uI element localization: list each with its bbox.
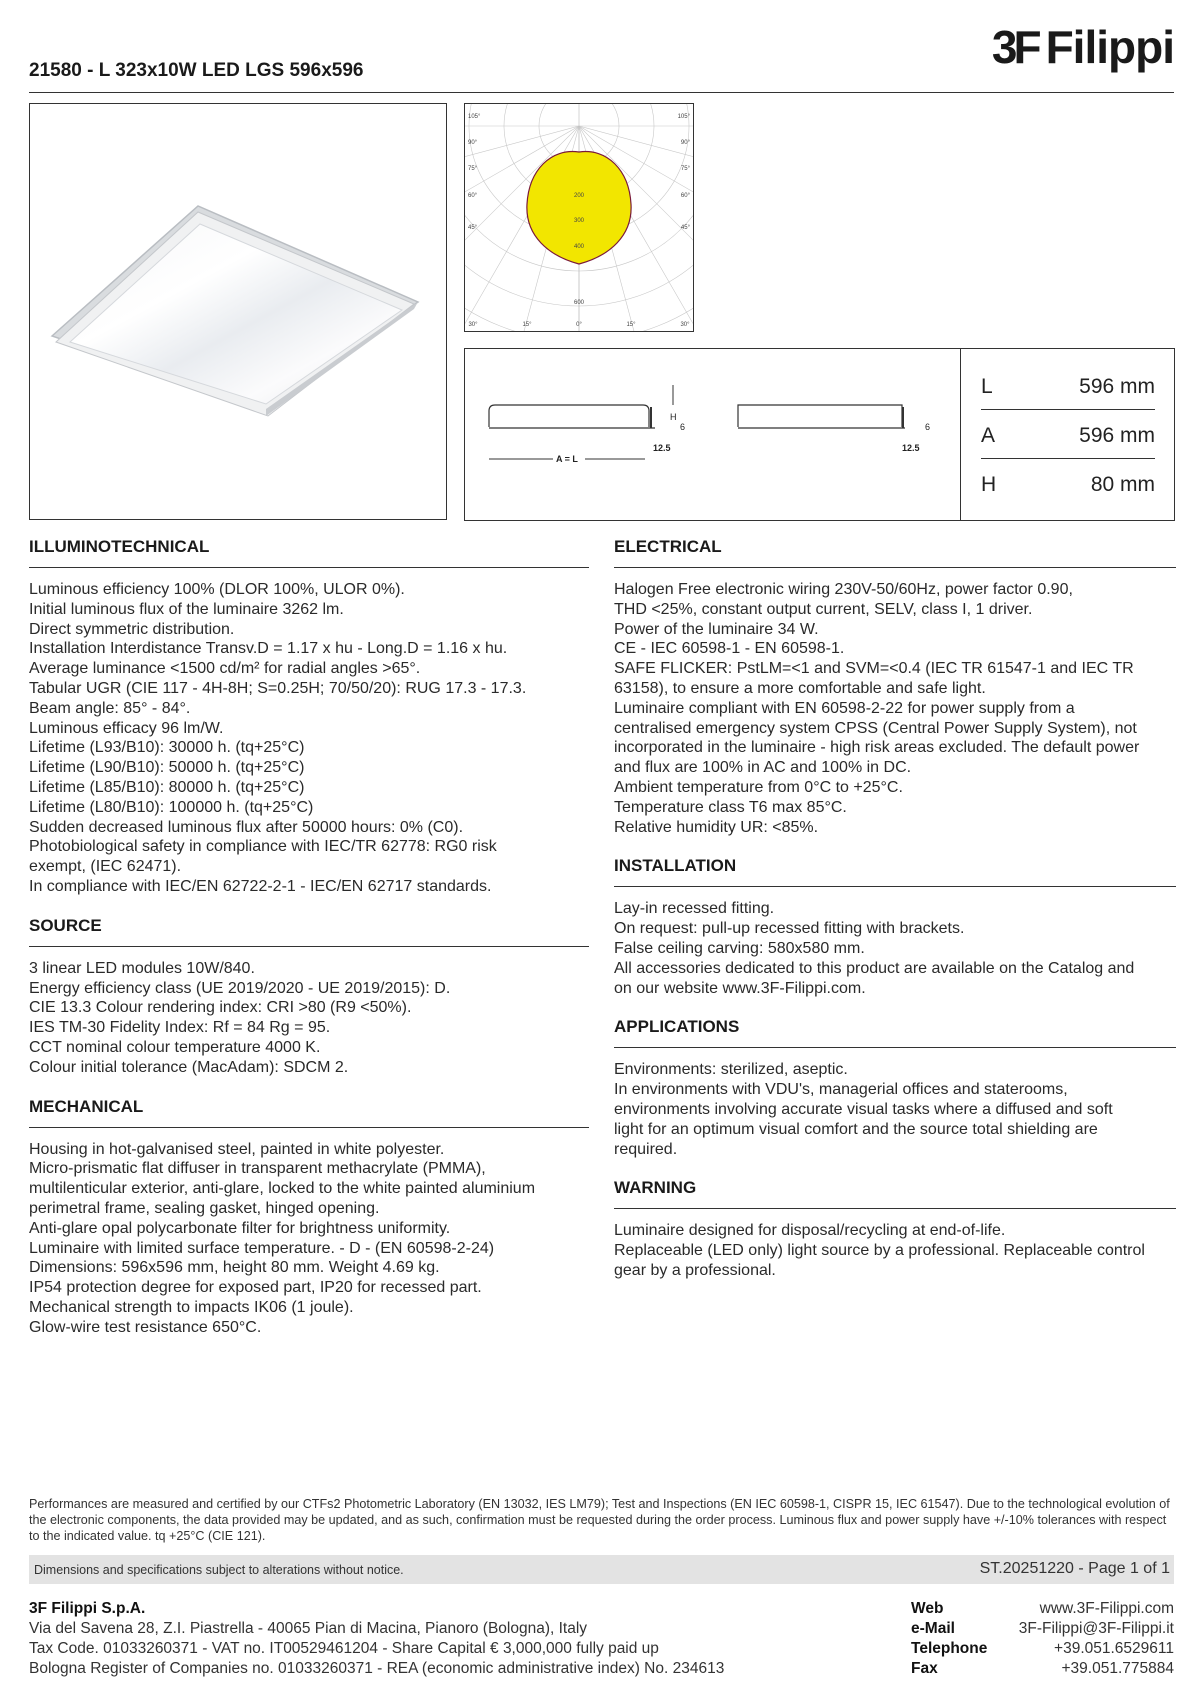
text-line: CIE 13.3 Colour rendering index: CRI >80 (R9 <50%). — [29, 999, 412, 1017]
text-line: Luminaire compliant with EN 60598-2-22 for power supply from a — [614, 699, 1075, 717]
contact-fax-value: +39.051.775884 — [1061, 1660, 1174, 1677]
text-line: In environments with VDU's, managerial offices and staterooms, — [614, 1081, 1068, 1099]
polar-angle-label-bottom: 15° — [626, 322, 636, 328]
text-line: multilenticular exterior, anti-glare, locked to the white painted aluminium — [29, 1180, 536, 1198]
text-line: Initial luminous flux of the luminaire 3262 lm. — [29, 600, 344, 618]
text-line: required. — [614, 1140, 678, 1158]
contact-list — [911, 1599, 1174, 1679]
text-line: Beam angle: 85° - 84°. — [29, 699, 191, 717]
text-line: False ceiling carving: 580x580 mm. — [614, 939, 865, 957]
section-heading-applications: APPLICATIONS — [614, 1017, 740, 1037]
polar-angle-label-right: 60° — [680, 193, 690, 199]
source-text — [29, 959, 589, 1078]
section-rule — [29, 946, 589, 947]
page-reference: ST.20251220 - Page 1 of 1 — [979, 1560, 1170, 1577]
installation-text — [614, 899, 1176, 998]
dimensions-list — [981, 375, 1155, 497]
text-line: Energy efficiency class (UE 2019/2020 - UE 2019/2015): D. — [29, 979, 451, 997]
text-line: Luminaire with limited surface temperature. - D - (EN 60598-2-24) — [29, 1239, 495, 1257]
company-name: 3F Filippi S.p.A. — [29, 1600, 146, 1617]
text-line: Luminous efficiency 100% (DLOR 100%, ULOR 0%). — [29, 581, 405, 598]
profile-drawing — [465, 349, 960, 520]
disclaimer-bar — [29, 1555, 1174, 1584]
dimension-drawing — [464, 348, 961, 521]
polar-angle-label-left: 75° — [468, 166, 478, 172]
right-column — [614, 537, 1176, 1281]
text-line: on our website www.3F-Filippi.com. — [614, 979, 866, 997]
contact-key: Telephone — [911, 1640, 988, 1657]
polar-angle-label-left: 45° — [468, 225, 478, 231]
text-line: Temperature class T6 max 85°C. — [614, 798, 847, 816]
text-line: incorporated in the luminaire - high risk areas excluded. The default power — [614, 739, 1140, 757]
text-line: 3 linear LED modules 10W/840. — [29, 959, 255, 977]
text-line: Environments: sterilized, aseptic. — [614, 1061, 848, 1079]
contact-web-link[interactable]: www.3F-Filippi.com — [1039, 1600, 1174, 1617]
label-6b: 6 — [925, 422, 931, 432]
text-line: Sudden decreased luminous flux after 50000 hours: 0% (C0). — [29, 818, 464, 836]
text-line: Halogen Free electronic wiring 230V-50/60Hz, power factor 0.90, — [614, 581, 1073, 598]
section-rule — [614, 567, 1176, 568]
text-line: Tabular UGR (CIE 117 - 4H-8H; S=0.25H; 70/50/20): RUG 17.3 - 17.3. — [29, 679, 527, 697]
brand-logo — [991, 21, 1174, 73]
section-rule — [614, 1047, 1176, 1048]
polar-radial-label: 400 — [573, 244, 585, 250]
text-line: Colour initial tolerance (MacAdam): SDCM 2. — [29, 1058, 349, 1076]
polar-angle-label-bottom: 0° — [576, 322, 582, 328]
performance-note: Performances are measured and certified by our CTFs2 Photometric Laboratory (EN 13032, IES LM79); Test and Inspections (EN IEC 60598-1, CISPR 15, IEC 61547). Due to the technological evolution of the electronic components, the data provided may be updated, and as such, confirmation must be requested during the order process. Luminous flux and power supply have +/-10% tolerances with respect to the indicated value. tq +25°C (CIE 121). — [29, 1497, 1170, 1543]
logo-name: Filippi — [1045, 21, 1174, 73]
polar-angle-label-left: 105° — [468, 114, 481, 120]
section-heading-warning: WARNING — [614, 1178, 697, 1198]
label-a-l: A = L — [556, 454, 578, 464]
text-line: In compliance with IEC/EN 62722-2-1 - IEC/EN 62717 standards. — [29, 877, 492, 895]
text-line: Glow-wire test resistance 650°C. — [29, 1318, 262, 1336]
dimension-divider — [981, 409, 1155, 410]
polar-chart — [465, 104, 693, 331]
text-line: IP54 protection degree for exposed part, IP20 for recessed part. — [29, 1279, 482, 1297]
text-line: light for an optimum visual comfort and the source total shielding are — [614, 1120, 1098, 1138]
text-line: Lifetime (L93/B10): 30000 h. (tq+25°C) — [29, 739, 305, 757]
text-line: gear by a professional. — [614, 1261, 776, 1279]
polar-angle-label-right: 75° — [680, 166, 690, 172]
left-column — [29, 537, 589, 1338]
section-heading-source: SOURCE — [29, 915, 102, 935]
polar-radial-label: 300 — [573, 218, 585, 224]
text-line: Relative humidity UR: <85%. — [614, 818, 819, 836]
warning-text — [614, 1221, 1176, 1280]
section-heading-installation: INSTALLATION — [614, 856, 737, 876]
contact-key: e-Mail — [911, 1620, 955, 1637]
text-line: Installation Interdistance Transv.D = 1.17 x hu - Long.D = 1.16 x hu. — [29, 640, 508, 658]
illuminotechnical-text — [29, 580, 589, 897]
polar-angle-label-bottom: 30° — [468, 322, 478, 328]
text-line: Lay-in recessed fitting. — [614, 900, 775, 918]
text-line: Anti-glare opal polycarbonate filter for brightness uniformity. — [29, 1219, 451, 1237]
text-line: Mechanical strength to impacts IK06 (1 joule). — [29, 1298, 354, 1316]
polar-angle-label-right: 90° — [680, 140, 690, 146]
dimension-key: A — [981, 424, 996, 447]
panel-illustration — [30, 104, 446, 519]
polar-angle-label-right: 105° — [677, 114, 690, 120]
text-line: environments involving accurate visual tasks where a diffused and soft — [614, 1100, 1113, 1118]
text-line: Luminous efficacy 96 lm/W. — [29, 719, 224, 737]
polar-radial-label: 600 — [573, 300, 585, 306]
contact-web — [911, 1599, 1174, 1619]
text-line: CE - IEC 60598-1 - EN 60598-1. — [614, 640, 845, 658]
text-line: Lifetime (L80/B10): 100000 h. (tq+25°C) — [29, 798, 314, 816]
polar-angle-label-left: 90° — [468, 140, 478, 146]
dimension-divider — [981, 458, 1155, 459]
section-heading-electrical: ELECTRICAL — [614, 537, 722, 556]
contact-email-link[interactable]: 3F-Filippi@3F-Filippi.it — [1018, 1620, 1174, 1637]
company-register: Bologna Register of Companies no. 01033260371 - REA (economic administrative index) No. 234613 — [29, 1660, 725, 1677]
text-line: perimetral frame, sealing gasket, hinged opening. — [29, 1199, 380, 1217]
text-line: and flux are 100% in AC and 100% in DC. — [614, 759, 912, 777]
text-line: Replaceable (LED only) light source by a professional. Replaceable control — [614, 1242, 1145, 1260]
side-profile-b — [738, 405, 905, 428]
text-line: Housing in hot-galvanised steel, painted in white polyester. — [29, 1140, 445, 1158]
text-line: SAFE FLICKER: PstLM=<1 and SVM=<0.4 (IEC TR 61547-1 and IEC TR — [614, 660, 1134, 678]
label-6a: 6 — [680, 422, 686, 432]
section-heading-mechanical: MECHANICAL — [29, 1096, 144, 1116]
mechanical-text — [29, 1140, 589, 1338]
section-heading-illuminotechnical: ILLUMINOTECHNICAL — [29, 537, 210, 556]
dimension-value: 596 mm — [1079, 424, 1155, 447]
applications-text — [614, 1060, 1176, 1159]
contact-telephone — [911, 1639, 1174, 1659]
text-line: Dimensions: 596x596 mm, height 80 mm. Weight 4.69 kg. — [29, 1259, 440, 1277]
label-12-5b: 12.5 — [902, 443, 920, 453]
dimensions-table — [960, 348, 1175, 521]
disclaimer-text: Dimensions and specifications subject to alterations without notice. — [34, 1563, 404, 1577]
polar-angle-label-bottom: 30° — [680, 322, 690, 328]
section-rule — [614, 1208, 1176, 1209]
dimension-key: H — [981, 473, 997, 496]
polar-angle-label-left: 60° — [468, 193, 478, 199]
polar-diagram — [464, 103, 694, 332]
dimension-value: 80 mm — [1090, 473, 1155, 496]
text-line: Lifetime (L85/B10): 80000 h. (tq+25°C) — [29, 778, 305, 796]
polar-angle-label-bottom: 15° — [522, 322, 532, 328]
label-12-5a: 12.5 — [653, 443, 671, 453]
dimension-row-height — [981, 473, 1155, 497]
dimension-row-length — [981, 375, 1155, 399]
text-line: On request: pull-up recessed fitting with brackets. — [614, 920, 965, 938]
contact-telephone-value: +39.051.6529611 — [1054, 1640, 1174, 1657]
polar-radial-label: 200 — [573, 193, 585, 199]
text-line: Photobiological safety in compliance with IEC/TR 62778: RG0 risk — [29, 838, 497, 856]
text-line: Power of the luminaire 34 W. — [614, 620, 819, 638]
text-line: THD <25%, constant output current, SELV, class I, 1 driver. — [614, 600, 1033, 618]
contact-key: Fax — [911, 1660, 938, 1677]
text-line: All accessories dedicated to this product are available on the Catalog and — [614, 959, 1135, 977]
product-image-box — [29, 103, 447, 520]
contact-fax — [911, 1659, 1174, 1679]
text-line: Average luminance <1500 cd/m² for radial angles >65°. — [29, 660, 421, 678]
text-line: Ambient temperature from 0°C to +25°C. — [614, 778, 903, 796]
contact-email — [911, 1619, 1174, 1639]
company-info — [29, 1599, 724, 1679]
text-line: centralised emergency system CPSS (Central Power Supply System), not — [614, 719, 1137, 737]
contact-key: Web — [911, 1600, 944, 1617]
text-line: Luminaire designed for disposal/recycling at end-of-life. — [614, 1222, 1006, 1240]
header-rule — [29, 92, 1174, 93]
section-rule — [614, 886, 1176, 887]
side-profile-a — [489, 405, 655, 428]
text-line: CCT nominal colour temperature 4000 K. — [29, 1038, 321, 1056]
dimension-value: 596 mm — [1079, 375, 1155, 398]
company-address: Via del Savena 28, Z.I. Piastrella - 40065 Pian di Macina, Pianoro (Bologna), Italy — [29, 1620, 588, 1637]
text-line: Lifetime (L90/B10): 50000 h. (tq+25°C) — [29, 759, 305, 777]
text-line: Direct symmetric distribution. — [29, 620, 235, 638]
dimension-key: L — [981, 375, 993, 398]
electrical-text — [614, 580, 1176, 837]
text-line: exempt, (IEC 62471). — [29, 858, 182, 876]
company-tax: Tax Code. 01033260371 - VAT no. IT00529461204 - Share Capital € 3,000,000 fully paid up — [29, 1640, 659, 1657]
logo-mark: 3F — [991, 21, 1038, 73]
dimension-row-width — [981, 424, 1155, 448]
label-h: H — [670, 412, 677, 422]
section-rule — [29, 1127, 589, 1128]
text-line: 63158), to ensure a more comfortable and safe light. — [614, 679, 986, 697]
document-title: 21580 - L 323x10W LED LGS 596x596 — [29, 60, 364, 81]
section-rule — [29, 567, 589, 568]
polar-angle-label-right: 45° — [680, 225, 690, 231]
text-line: IES TM-30 Fidelity Index: Rf = 84 Rg = 95. — [29, 1019, 331, 1037]
text-line: Micro-prismatic flat diffuser in transparent methacrylate (PMMA), — [29, 1160, 486, 1178]
